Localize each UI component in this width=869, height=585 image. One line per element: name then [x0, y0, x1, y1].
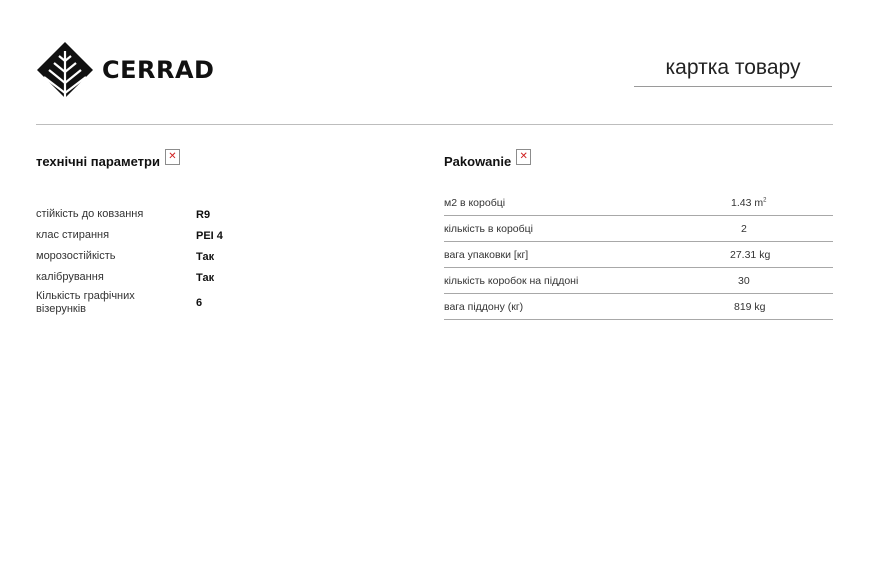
spec-row	[36, 204, 296, 225]
technical-section-title	[36, 153, 180, 169]
packaging-label: кількість коробок на піддоні	[444, 274, 579, 287]
logo	[36, 41, 214, 99]
spec-value: PEI 4	[196, 229, 223, 242]
packaging-value-text: 1.43 m	[731, 196, 764, 209]
spec-label: стійкість до ковзання	[36, 208, 144, 220]
header-divider	[36, 124, 833, 125]
document-title: картка товару	[634, 56, 832, 87]
spec-label: клас стирання	[36, 229, 110, 241]
spec-label: морозостійкість	[36, 250, 116, 262]
broken-image-icon: ✕	[165, 149, 180, 165]
spec-row	[36, 246, 296, 267]
broken-image-icon: ✕	[516, 149, 531, 165]
packaging-table	[444, 190, 833, 320]
table-row	[444, 268, 833, 294]
logo-text: CERRAD	[102, 56, 215, 84]
spec-label: Кількість графічних візерунків	[36, 290, 135, 315]
spec-row	[36, 288, 296, 318]
packaging-value: 819 kg	[734, 300, 766, 313]
packaging-value: 30	[738, 274, 750, 287]
packaging-value: 2	[741, 222, 747, 235]
packaging-value: 27.31 kg	[730, 248, 771, 261]
packaging-value	[694, 197, 833, 209]
table-row	[444, 242, 833, 268]
unit-superscript: 2	[763, 197, 767, 203]
table-row	[444, 216, 833, 242]
table-row	[444, 190, 833, 216]
spec-value: R9	[196, 208, 211, 221]
spec-label: калібрування	[36, 271, 104, 283]
packaging-label: кількість в коробці	[444, 222, 533, 235]
spec-value: Так	[196, 250, 215, 263]
table-row	[444, 294, 833, 320]
technical-title-text: технічні параметри	[36, 153, 160, 169]
spec-row	[36, 267, 296, 288]
packaging-label: вага упаковки [кг]	[444, 248, 529, 261]
packaging-title-text: Pakowanie	[444, 153, 512, 169]
spec-row	[36, 225, 296, 246]
packaging-label: вага піддону (кг)	[444, 300, 524, 313]
spec-value: Так	[196, 271, 215, 284]
packaging-label: м2 в коробці	[444, 196, 506, 209]
spec-value: 6	[196, 297, 203, 309]
diamond-leaf-icon	[36, 41, 94, 99]
packaging-section-title	[444, 153, 531, 169]
technical-specs-list	[36, 204, 296, 318]
